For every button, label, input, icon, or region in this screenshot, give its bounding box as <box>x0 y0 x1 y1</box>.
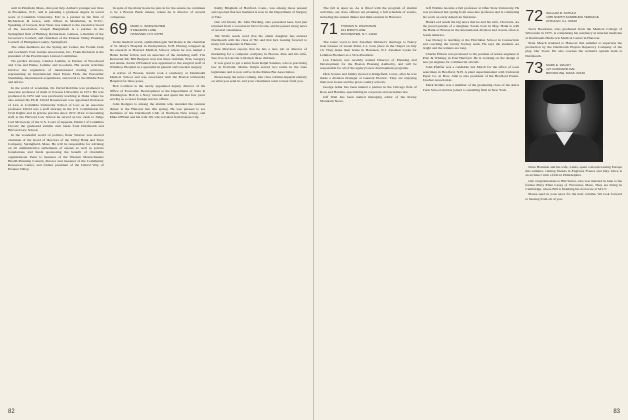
secretary-name: MARK E. WALSH <box>546 62 571 67</box>
class-year-number: 71 <box>320 20 338 38</box>
paragraph: Lee Dorsey is teaching at the Hotchkiss School in Connecticut and coaching the varsity hockey team. He says the students are bright and the winters are long. <box>422 37 520 51</box>
paragraph: George Adler has been named a partner in the Chicago firm of Ross and Hardies, specializing in corporate and securities law. <box>320 85 417 94</box>
paragraph: Charlie Ellison was promoted to the position of senior engineer at Pratt & Whitney in East Hartford. He is working on the design of new jet engines for commercial aircraft. <box>422 51 520 64</box>
photo-hair <box>543 84 585 104</box>
paragraph: Pete Morrison reports that he has a new job as director of marketing for a computer company in Boston. Pete and his wife, Sue, live in Lincoln with their three children. <box>211 47 307 60</box>
right-columns <box>320 6 622 406</box>
address-line-2: CHICAGO, ILL. 60610 <box>546 19 577 23</box>
secretary-name: THOMAS N. WILKINSON <box>340 23 377 28</box>
address-line-1: 127 GODDARD AVE. <box>546 66 576 71</box>
left-column-2 <box>110 6 206 406</box>
paragraph: In spite of the many hours he puts in for the senate, he continues to be a Boston Bank trustee, where he is director of several companies. <box>109 6 206 19</box>
paragraph: In the world of academia, Dr. David Robbins was promoted to associate professor of math at Towson University in 1971. He was promoted in 1972 and was previously teaching at Duke where he also earned his Ph.D. David Rosensweet was appointed Professor of Law at Columbia University School of Law as an associate professor. David was a staff attorney in the U.S. Commission for Civil Rights and in private practice since 1972. Prior to becoming staff at the Harvard Law School he served as law clerk to Judge Carl McGowan of the U.S. Court of Appeals, District of Columbia Circuit; the graduated summa cum laude from Dartmouth and Harvard Law School. <box>8 85 104 132</box>
class-year-number: 72 <box>525 8 544 25</box>
address-line-2: BROOKLINE, MASS. 02146 <box>546 70 585 75</box>
right-column-3 <box>525 6 622 406</box>
class-entry-header-73 <box>525 61 622 77</box>
paragraph: A native of Boston, Kevin took a residency at Dartmouth Medical School and was associated with the Boston University Hospital for three years. <box>109 70 206 83</box>
classmate-portrait-photo <box>525 80 603 162</box>
right-page <box>314 0 628 420</box>
paragraph: Dave Hartman and his wife, Linda, spent a month touring Europe this summer, visiting friends in England, France and Italy. Dave is an architect with a firm in Philadelphia. <box>525 164 622 178</box>
paragraph: We predict attorney, Charles Lemme, is Partner of Woodward and Cole and Blake, Lemme and Goodwin. His recent activities involve the regulation of international trading contracts, representing an International Real Estate Firm, the Euroseller Steamship, international acquisitions, and travel to the Middle East and Africa. <box>8 59 104 85</box>
paragraph: Jim Wolfe sends word that his oldest daughter has entered Dartmouth with the class of '82, and that he's looking forward to many fall weekends in Hanover. <box>211 33 307 46</box>
left-column-3 <box>211 6 307 406</box>
paragraph: The latest word is that Jonathan Webster's marriage to Nancy Jean Glasser of Green Point, L.I. took place in the chapel on July 14. They make their home in Hoboken, N.J. Jonathan works for Lehman Brothers as a Vice-President. <box>320 39 417 57</box>
address-line-1: 1455 NORTH SANDBURG TERRACE <box>546 15 599 19</box>
class-entry-header-72 <box>525 9 622 25</box>
class-entry-header-71 <box>320 22 417 38</box>
left-column-1 <box>8 6 104 406</box>
paragraph: well in Pittsfield, Mass., this past July. Arthur's younger son lives in Brookline, N.Y., and is pursuing a graduate degree in social work at Columbia University. Eric is a partner in the firm of Richardson & Grace, with offices in Manhattan, in N.Y.C. Speaking of lawyers, Ron Wess was named to the executive board of the association. Joseph Bangladesh is a partner in the Springfield firm of Bulkley, Richardson, Gelinas, a member of the Governor's Council, and chairman of the Pioneer Valley Planning Council of Hampden County, Springfield. <box>8 6 104 44</box>
paragraph: Our old friend, Dr. John Harding, also presented here, had just returned from a vacation in Nova Scotia, and he passed along news of several classmates. <box>211 19 307 33</box>
paragraph: Bob Collison is the newly appointed deputy director of the Office of Economic Development at the Department of State in Washington. Bob is a Navy veteran and spent the last few years serving as a career foreign service officer. <box>109 84 206 101</box>
paragraph: Our congratulations to Bill Sutter, who was married in June to the former Mary Ellen Casey of Worcester, Mass. They are living in Cambridge, where Bill is finishing his doctorate at M.I.T. <box>525 178 622 191</box>
paragraph: The fall is upon us. As is filled with the program of alumni activities, our class officers are planning a full schedule of events, including the annual dinner and mini-reunion in Hanover. <box>320 6 417 19</box>
address-line-2: HANOVER, N.H. 03755 <box>130 31 164 36</box>
paragraph: The other members are the Spring Art Center, the Forum Club and Gorham's Tour Guides Association, Inc. Frank Richards is the president of the Practitioners Liaison Committee. <box>8 45 104 58</box>
paragraph: Dick Sowter and family moved to Ridgefield, Conn., after he was made a division manager at General Electric. They are enjoying their new house and the great country schools. <box>320 71 417 84</box>
paragraph: Please send in your news for the next column. We look forward to hearing from all of you. <box>525 192 622 201</box>
address-line-1: 101 BIRCH LANE <box>340 27 366 32</box>
right-column-2 <box>423 6 520 406</box>
right-column-1 <box>320 6 417 406</box>
paragraph: In the wonderful world of politics, Peter Weaver was elected chairman of the board of directors of the Valley Bank and Trust Company, Springfield, Mass. He will be responsible for advising on all administrative settlements of estates as well as private foundations and funds sponsoring the benefit of charitable organizations. Peter is treasurer of the Western Massachusetts Health Planning Council, director and treasurer of the Community Resources Center, and former president of the United Way of Pioneer Valley. <box>8 133 104 172</box>
paragraph: John Rodgers is among the alumni who attended the reunion dinner at the Hanover Inn this spring. He was pleased to see members of the Dartmouth Club of Northern New Jersey, and Mike O'Brien and his wife Jill, who traveled from Kansas City. <box>109 102 206 119</box>
paragraph: In the medical world, ophthalmologist Ted Rome is the chairman of St. Mary's Hospital in Presbyterian, N.H. Having wrapped up his research at Harvard Medical School, where he was named a Helen Keller fellow and an associate of the attending staff. The Reverend Mr. Bill Bergson now has three children, Erin, Gregory and Annie. Kevin O'Donnell was appointed to the surgical staff of Winthrop Hospital as a specialist in general and vascular surgery. <box>109 39 206 70</box>
class-entry-header-69 <box>110 22 206 38</box>
paragraph: Mark Rollins was a member of the graduating class of the Amos Tuck School and has joined a consulting firm in New York. <box>422 83 520 92</box>
left-columns <box>8 6 307 406</box>
paragraph: It was good to get a letter from Ralph Sanders, who is practicing law in Portland, Maine. Ralph served two terms in the state legislature and is now active in the Maine Bar Association. <box>211 61 307 74</box>
paragraph: Kathy Bingham of Hartford, Conn., was among those present and reported that her husband is now in the Department of Surgery at Yale. <box>211 6 307 19</box>
secretary-name: WILLIAM R. SCHULZ <box>546 11 577 15</box>
class-year-number: 69 <box>109 20 128 38</box>
secretary-name: MARK C. WORLISCHER <box>130 23 166 28</box>
paragraph: Steve Boudreau, who graduated from the Medical College of Wisconsin in 1975, is completing his residency in internal medicine at Dartmouth-Hitchcock Medical Center in Hanover. <box>525 27 622 40</box>
address-line-2: ROCHESTER, N.Y. 14610 <box>340 31 378 36</box>
class-year-number: 73 <box>525 59 544 77</box>
class-secretary-address <box>341 22 377 36</box>
page-number: 82 <box>8 409 15 415</box>
class-secretary-address <box>130 22 165 36</box>
paragraph: Hank Lord sends the big news that he and his wife, Charlotte, are the proud parents of a daughter, Sarah, born in May. Hank is with the Bank of Boston in the international division and travels often to South America. <box>422 19 520 37</box>
paragraph: Jeff Weil has been named managing editor of the Rocky Mountain News. <box>320 94 417 103</box>
paragraph: Peter Mesch returned to Hanover this summer to supervise the production by the Dartmouth Players Repertory Company of the play, Our Town. He also coaches the women's squash team at Dartmouth. <box>525 40 622 58</box>
paragraph: John Pfeiffer was a candidate last March for the office of town selectman in Bradford, N.H. A plant superintendent with Universal Paper Co. in Bow, John is also president of the Bradford Parent-Teacher Association. <box>422 65 520 82</box>
paragraph: Please keep the news coming. Our class column depends entirely on what you send in, and your classmates want to hear from you. <box>211 74 307 83</box>
class-secretary-address <box>546 61 585 75</box>
page-number: 83 <box>613 409 620 415</box>
address-line-1: 5 MEADOW LANE <box>130 27 157 32</box>
class-secretary-address <box>546 9 599 23</box>
paragraph: Len Tiernan was recently named Director of Planning and Development for the Boston Housing Authority, and will be responsible for all of the agency's new development programs. <box>320 57 417 71</box>
paragraph: Jeff Wallins became a full professor at Ohio State University. He was promoted last spring from associate professor and is continuing his work on early American literature. <box>422 6 520 19</box>
